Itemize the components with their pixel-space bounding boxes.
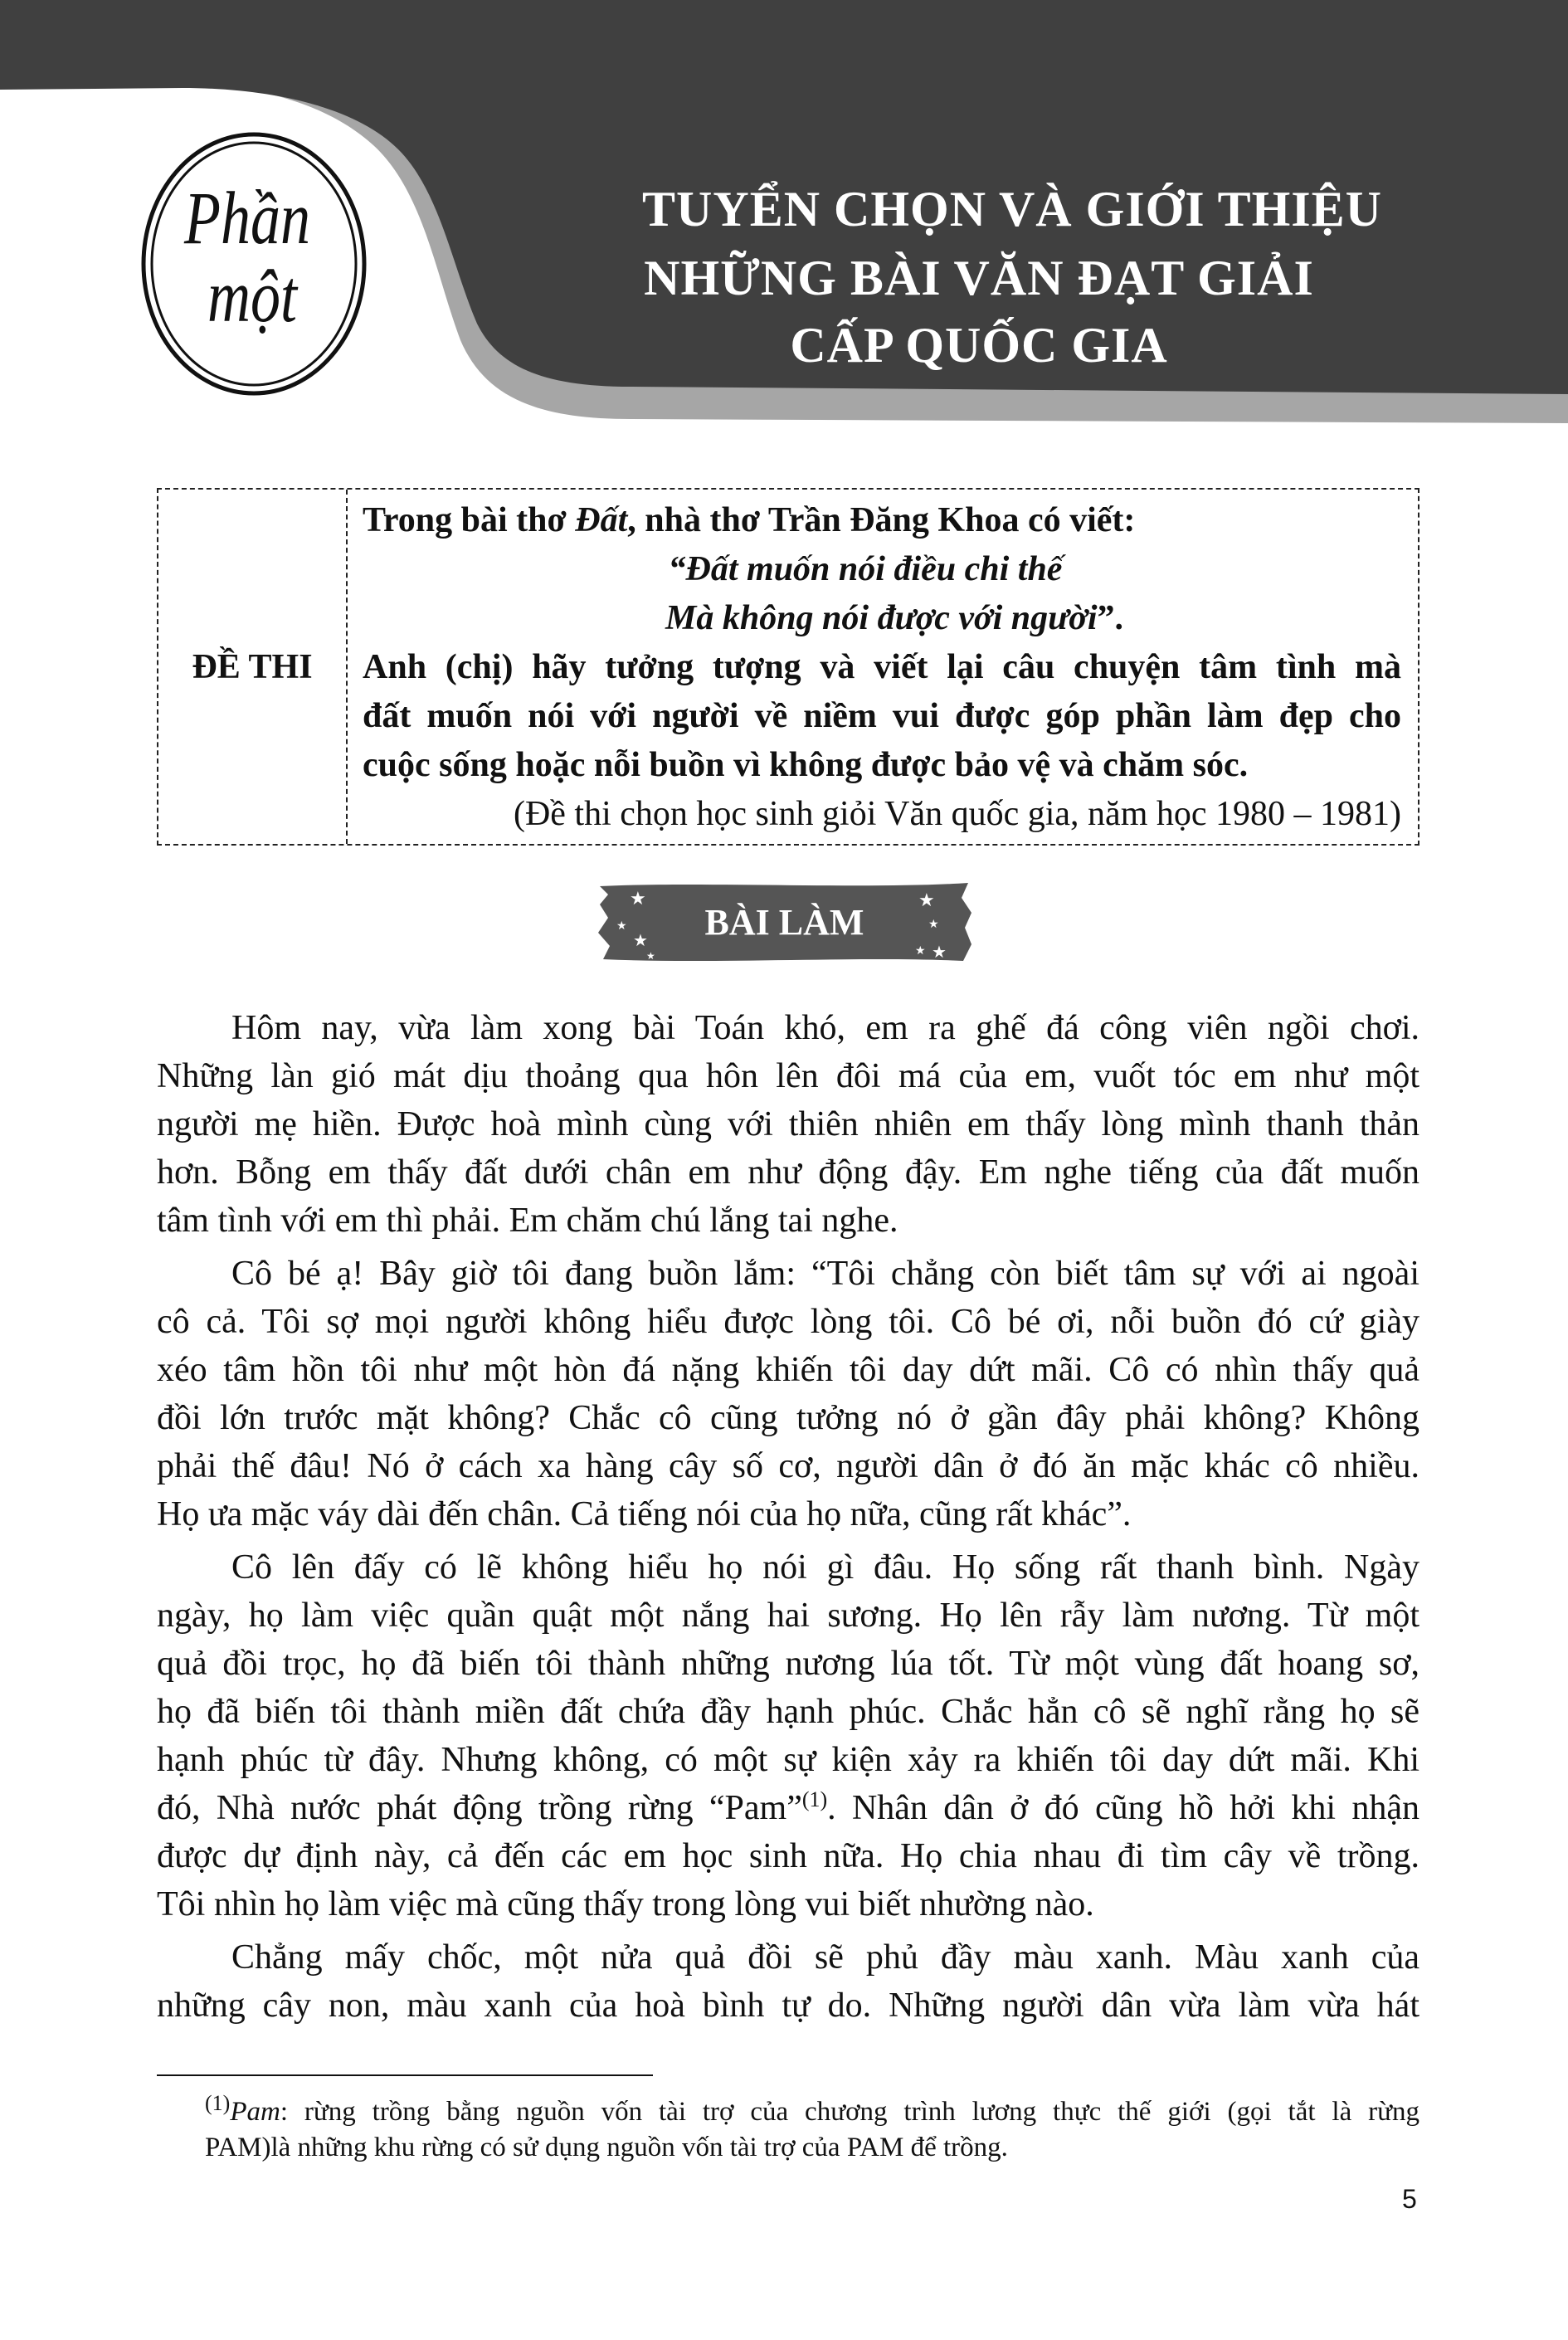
part-label-line1: Phần: [184, 176, 310, 260]
chapter-title-line-3: CẤP QUỐC GIA: [790, 318, 1168, 373]
essay-line: những cây non, màu xanh của hoà bình tự do. Những người dân vừa làm vừa hát: [157, 1987, 1419, 2025]
answer-banner-label: BÀI LÀM: [704, 902, 864, 943]
essay-line: người mẹ hiền. Được hoà mình cùng với thiên nhiên em thấy lòng mình thanh thản: [157, 1105, 1419, 1143]
intro-text: Trong bài thơ: [363, 501, 576, 539]
essay-line-text: đó, Nhà nước phát động trồng rừng “Pam”: [157, 1789, 802, 1827]
svg-text:★: ★: [928, 919, 939, 931]
footnote-line-2: PAM)là những khu rừng có sử dụng nguồn vốn tài trợ của PAM để trồng.: [205, 2133, 1008, 2162]
exam-label: ĐỀ THI: [158, 490, 348, 844]
essay-line-text: . Nhân dân ở đó cũng hồ hởi khi nhận: [827, 1789, 1419, 1827]
essay-paragraph: [157, 1933, 1419, 2030]
footnote-line-1: [157, 2091, 1419, 2130]
exam-prompt-line-2: đất muốn nói với người về niềm vui được góp phần làm đẹp cho: [363, 697, 1401, 735]
chapter-title-line-1: TUYỂN CHỌN VÀ GIỚI THIỆU: [642, 182, 1382, 236]
essay-line: Cô lên đấy có lẽ không hiểu họ nói gì đâu. Họ sống rất thanh bình. Ngày: [231, 1548, 1419, 1587]
svg-text:★: ★: [918, 890, 935, 910]
footnote: [157, 2091, 1419, 2166]
poem-quote-line-1: “Đất muốn nói điều chi thế: [668, 550, 1063, 588]
essay-line: được dự định này, cả đến các em học sinh nữa. Họ chia nhau đi tìm cây về trồng.: [157, 1837, 1419, 1875]
exam-source: (Đề thi chọn học sinh giỏi Văn quốc gia, năm học 1980 – 1981): [513, 795, 1401, 833]
chapter-title-line-2: NHỮNG BÀI VĂN ĐẠT GIẢI: [644, 251, 1314, 305]
footnote-term: Pam: [230, 2097, 280, 2127]
svg-text:★: ★: [915, 945, 926, 958]
essay-line: phải thế đâu! Nó ở cách xa hàng cây số cơ, người dân ở đó ăn mặc khác cô nhiều.: [157, 1447, 1419, 1485]
footnote-reference[interactable]: (1): [801, 1787, 828, 1811]
essay-line: hơn. Bỗng em thấy đất dưới chân em như động đậy. Em nghe tiếng của đất muốn: [157, 1153, 1419, 1192]
intro-text-end: , nhà thơ Trần Đăng Khoa có viết:: [627, 501, 1136, 539]
exam-prompt-line-3: cuộc sống hoặc nỗi buồn vì không được bảo vệ và chăm sóc.: [363, 746, 1249, 784]
svg-text:★: ★: [630, 888, 646, 909]
poem-quote-line-2: [363, 594, 1401, 643]
essay-line: [157, 1784, 1419, 1832]
exam-intro: [363, 496, 1401, 545]
svg-text:★: ★: [932, 943, 947, 962]
essay-paragraph: [157, 1543, 1419, 1928]
essay-line: ngày, họ làm việc quần quật một nắng hai sương. Họ lên rẫy làm nương. Từ một: [157, 1597, 1419, 1635]
quote-end: ”.: [1097, 599, 1123, 637]
essay-paragraph: [157, 1250, 1419, 1538]
poem-title: Đất: [575, 501, 628, 539]
footnote-marker: (1): [205, 2091, 231, 2115]
svg-text:★: ★: [616, 920, 627, 933]
poem-quote-text: Mà không nói được với người: [665, 599, 1098, 637]
essay-line: Họ ưa mặc váy dài đến chân. Cả tiếng nói của họ nữa, cũng rất khác”.: [157, 1495, 1132, 1533]
svg-text:★: ★: [646, 950, 655, 962]
essay-line: cô cả. Tôi sợ mọi người không hiểu được lòng tôi. Cô bé ơi, nỗi buồn đó cứ giày: [157, 1303, 1419, 1341]
essay-line: Những làn gió mát dịu thoảng qua hôn lên đôi má của em, vuốt tóc em như một: [157, 1057, 1419, 1095]
exam-question-content: [363, 496, 1401, 839]
exam-question-box: [157, 488, 1419, 846]
essay-line: Tôi nhìn họ làm việc mà cũng thấy trong lòng vui biết nhường nào.: [157, 1885, 1094, 1923]
essay-line: tâm tình với em thì phải. Em chăm chú lắng tai nghe.: [157, 1202, 898, 1240]
exam-prompt-line-1: Anh (chị) hãy tưởng tượng và viết lại câu chuyện tâm tình mà: [363, 648, 1401, 686]
svg-text:★: ★: [633, 932, 648, 950]
essay-line: hạnh phúc từ đây. Nhưng không, có một sự kiện xảy ra khiến tôi day dứt mãi. Khi: [157, 1741, 1419, 1779]
essay-line: quả đồi trọc, họ đã biến tôi thành những nương lúa tốt. Từ một vùng đất hoang sơ,: [157, 1645, 1419, 1683]
essay-line: xéo tâm hồn tôi như một hòn đá nặng khiến tôi day dứt mãi. Cô có nhìn thấy quả: [157, 1351, 1419, 1389]
essay-line: Hôm nay, vừa làm xong bài Toán khó, em ra ghế đá công viên ngồi chơi.: [231, 1009, 1419, 1047]
footnote-text: : rừng trồng bằng nguồn vốn tài trợ của chương trình lương thực thế giới (gọi tắt là rừng: [280, 2097, 1419, 2127]
essay-line: Chẳng mấy chốc, một nửa quả đồi sẽ phủ đầy màu xanh. Màu xanh của: [231, 1938, 1419, 1977]
page-number: 5: [1402, 2184, 1417, 2214]
essay-body: [157, 1004, 1419, 2035]
essay-line: Cô bé ạ! Bây giờ tôi đang buồn lắm: “Tôi chẳng còn biết tâm sự với ai ngoài: [231, 1255, 1419, 1293]
essay-paragraph: [157, 1004, 1419, 1245]
answer-banner: [597, 880, 972, 965]
footnote-divider: [157, 2074, 653, 2076]
part-label-line2: một: [207, 254, 297, 338]
essay-line: họ đã biến tôi thành miền đất chứa đầy hạnh phúc. Chắc hẳn cô sẽ nghĩ rằng họ sẽ: [157, 1693, 1419, 1731]
essay-line: đồi lớn trước mặt không? Chắc cô cũng tưởng nó ở gần đây phải không? Không: [157, 1399, 1419, 1437]
